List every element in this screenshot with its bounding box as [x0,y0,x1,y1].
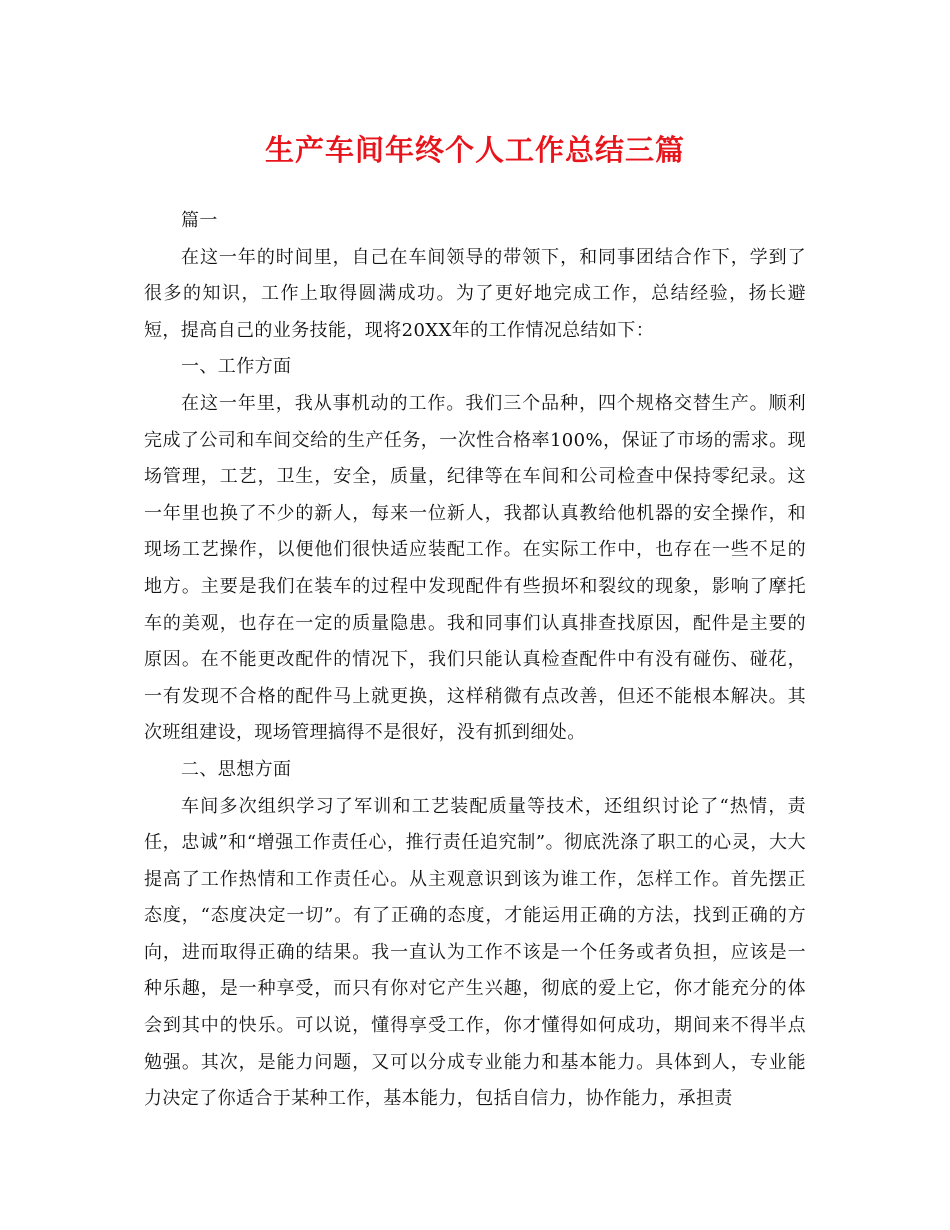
document-title: 生产车间年终个人工作总结三篇 [264,133,685,167]
thought-paragraph: 车间多次组织学习了军训和工艺装配质量等技术，还组织讨论了“热情，责任，忠诚”和“增强工作责任心，推行责任追究制”。彻底洗涤了职工的心灵，大大提高了工作热情和工作责任心。从主观意识到该为谁工作，怎样工作。首先摆正态度，“态度决定一切”。有了正确的态度，才能运用正确的方法，找到正确的方向，进而取得正确的结果。我一直认为工作不该是一个任务或者负担，应该是一种乐趣，是一种享受，而只有你对它产生兴趣，彻底的爱上它，你才能充分的体会到其中的快乐。可以说，懂得享受工作，你才懂得如何成功，期间来不得半点勉强。其次，是能力问题，又可以分成专业能力和基本能力。具体到人，专业能力决定了你适合于某种工作，基本能力，包括自信力，协作能力，承担责 [144,795,806,1110]
section-heading-thought: 二、思想方面 [181,758,292,780]
section-heading-work: 一、工作方面 [181,356,292,378]
document-body [144,203,806,1118]
work-paragraph: 在这一年里，我从事机动的工作。我们三个品种，四个规格交替生产。顺利完成了公司和车间交给的生产任务，一次性合格率100%，保证了市场的需求。现场管理，工艺，卫生，安全，质量，纪律等在车间和公司检查中保持零纪录。这一年里也换了不少的新人，每来一位新人，我都认真教给他机器的安全操作，和现场工艺操作，以便他们很快适应装配工作。在实际工作中，也存在一些不足的地方。主要是我们在装车的过程中发现配件有些损坏和裂纹的现象，影响了摩托车的美观，也存在一定的质量隐患。我和同事们认真排查找原因，配件是主要的原因。在不能更改配件的情况下，我们只能认真检查配件中有没有碰伤、碰花，一有发现不合格的配件马上就更换，这样稍微有点改善，但还不能根本解决。其次班组建设，现场管理搞得不是很好，没有抓到细处。 [144,392,806,744]
intro-paragraph: 在这一年的时间里，自己在车间领导的带领下，和同事团结合作下，学到了很多的知识，工作上取得圆满成功。为了更好地完成工作，总结经验，扬长避短，提高自己的业务技能，现将20XX年的工作情况总结如下： [144,246,806,341]
section-heading-part-one: 篇一 [181,210,218,231]
